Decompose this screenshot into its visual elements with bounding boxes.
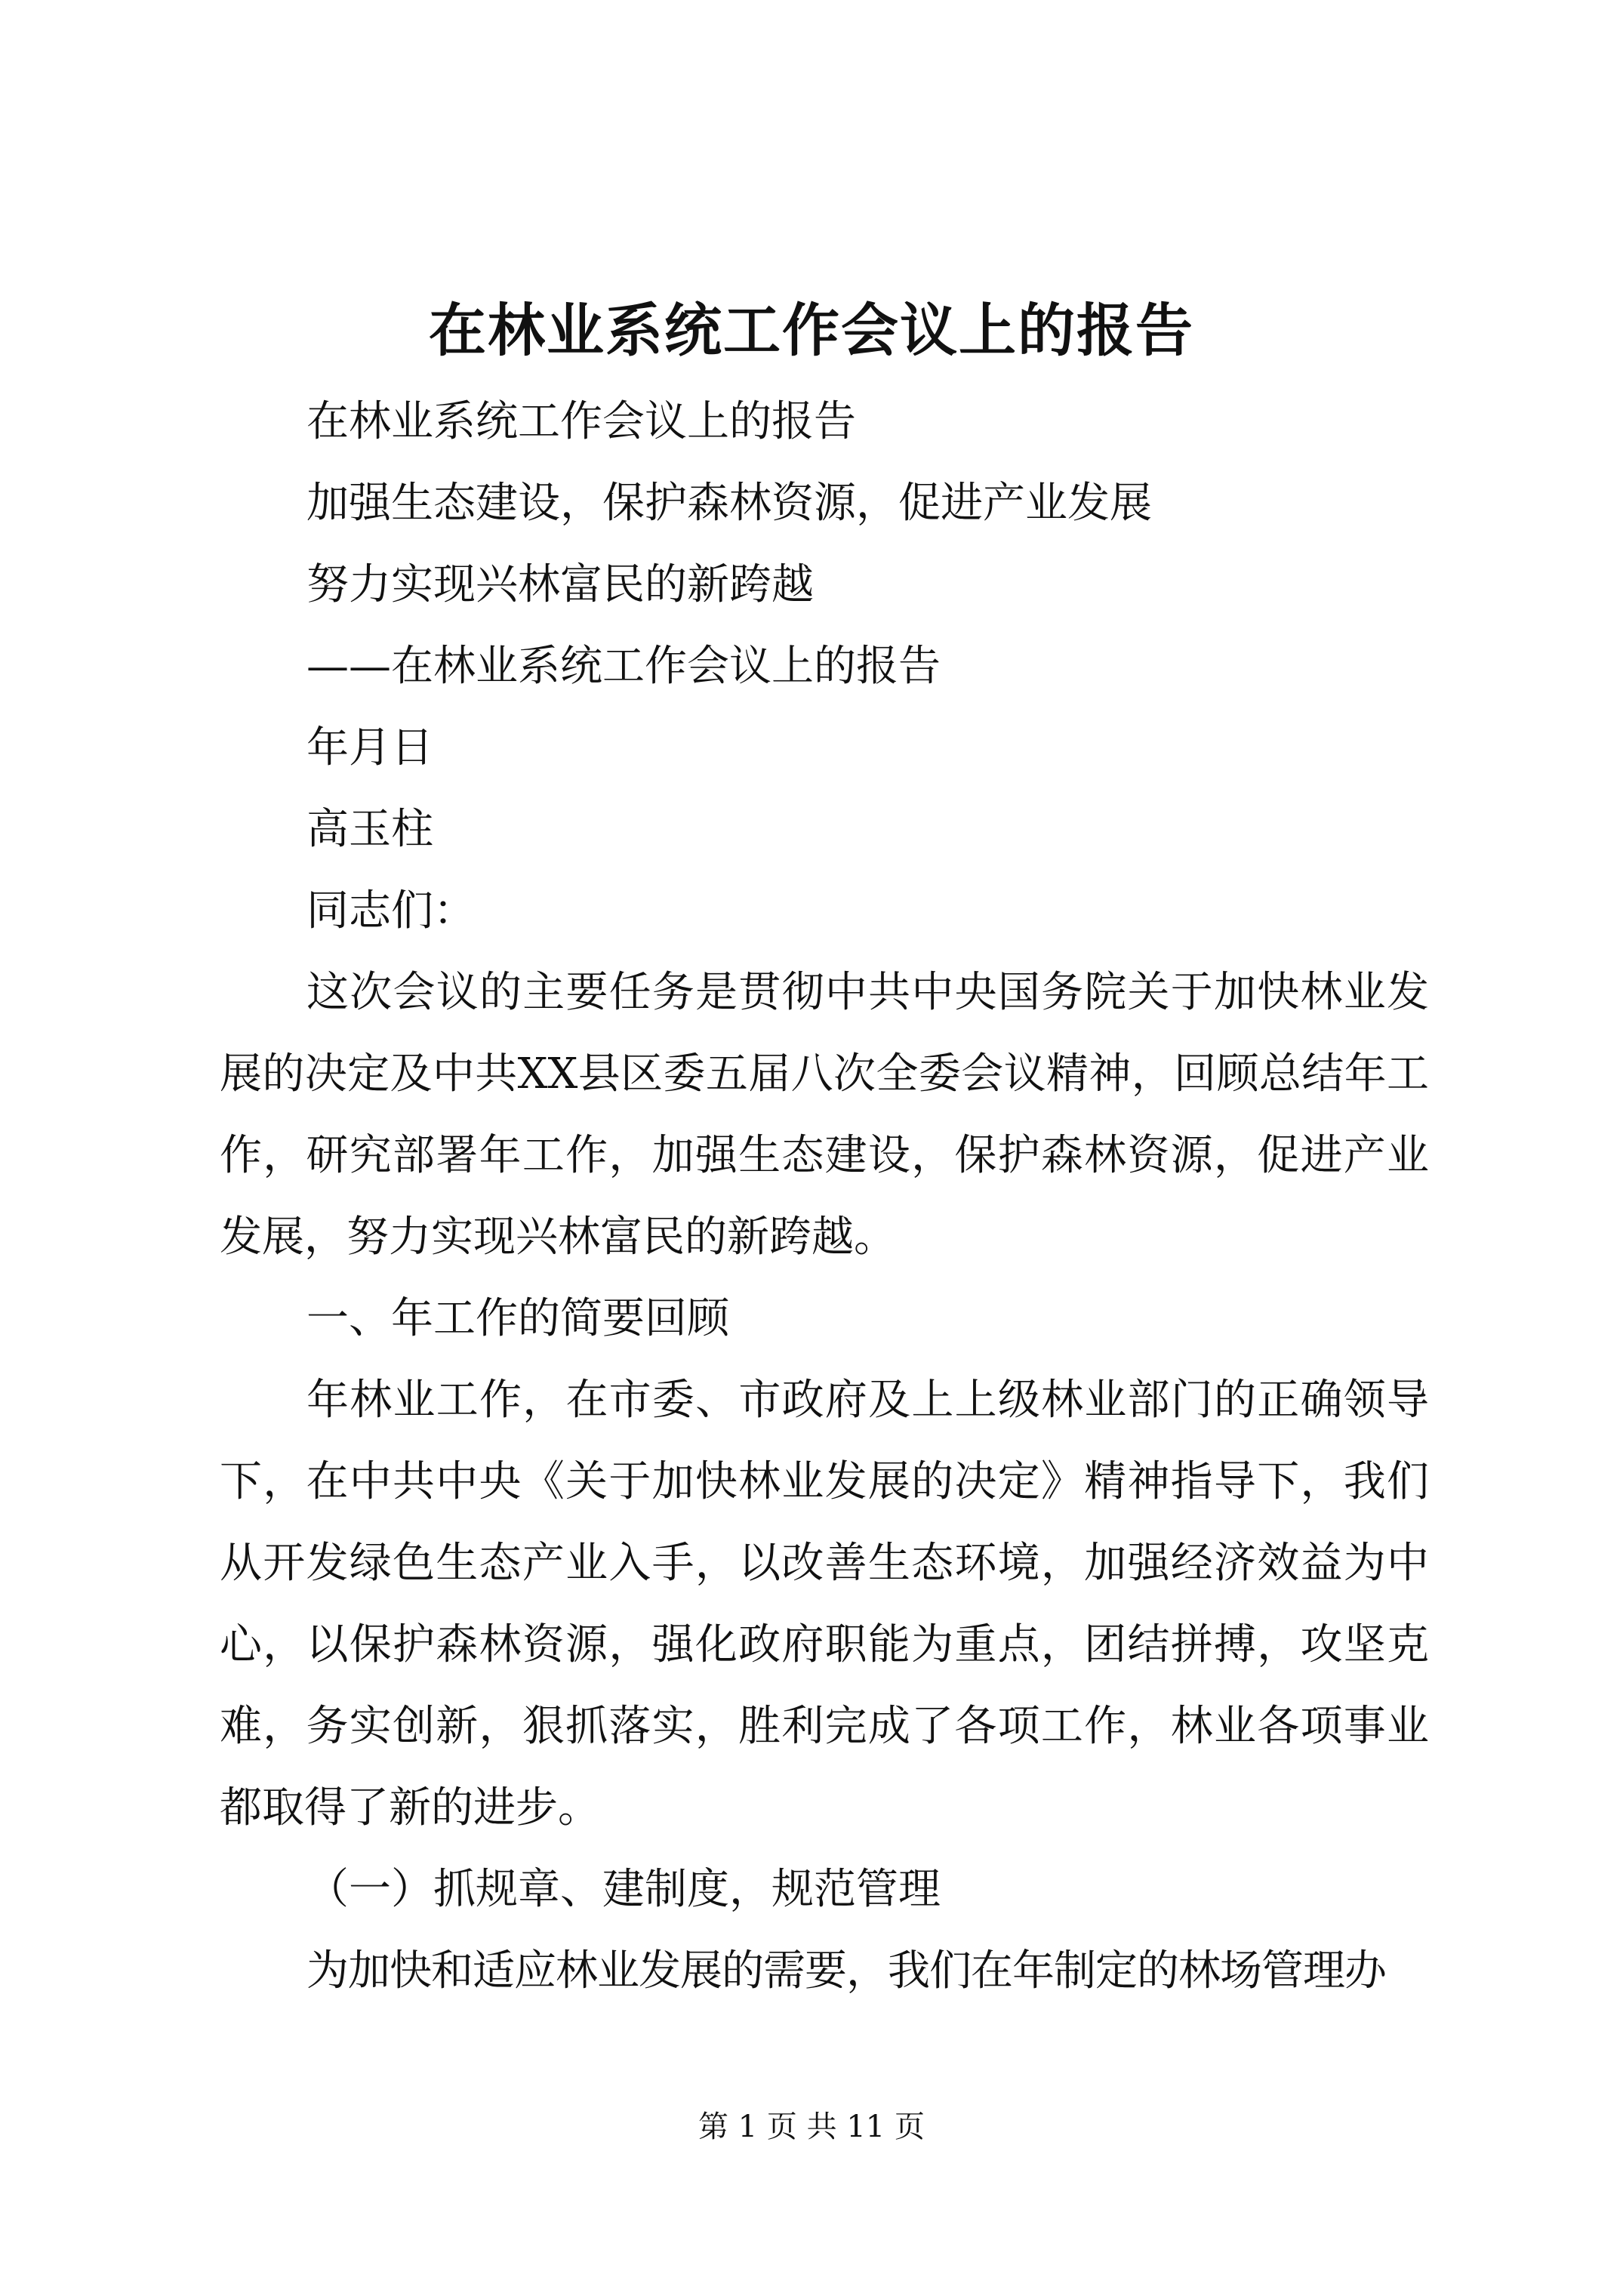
body-paragraph: 这次会议的主要任务是贯彻中共中央国务院关于加快林业发展的决定及中共XX县区委五届八次全委会议精神，回顾总结年工作，研究部署年工作，加强生态建设，保护森林资源，促进产业发展，努力实现兴林富民的新跨越。	[220, 968, 1429, 1262]
body-paragraph: 年林业工作，在市委、市政府及上上级林业部门的正确领导下，在中共中央《关于加快林业发展的决定》精神指导下，我们从开发绿色生态产业入手，以改善生态环境，加强经济效益为中心，以保护森林资源，强化政府职能为重点，团结拼搏，攻坚克难，务实创新，狠抓落实，胜利完成了各项工作，林业各项事业都取得了新的进步。	[220, 1376, 1429, 1832]
document-body	[220, 381, 1429, 2012]
subtitle-line: ——在林业系统工作会议上的报告	[306, 642, 941, 691]
author-line: 高玉柱	[306, 805, 433, 854]
page-footer: 第 1 页 共 11 页	[698, 2110, 925, 2144]
date-line: 年月日	[306, 723, 433, 772]
subtitle-line: 努力实现兴林富民的新跨越	[306, 560, 814, 609]
salutation-line: 同志们：	[306, 886, 476, 935]
subsection-heading: （一）抓规章、建制度，规范管理	[306, 1865, 941, 1914]
section-heading: 一、年工作的简要回顾	[306, 1294, 729, 1343]
subtitle-line: 加强生态建设，保护森林资源，促进产业发展	[306, 479, 1152, 528]
body-paragraph: 为加快和适应林业发展的需要，我们在年制定的林场管理办	[306, 1946, 1386, 1996]
subtitle-line: 在林业系统工作会议上的报告	[306, 397, 856, 446]
document-title: 在林业系统工作会议上的报告	[429, 297, 1194, 364]
